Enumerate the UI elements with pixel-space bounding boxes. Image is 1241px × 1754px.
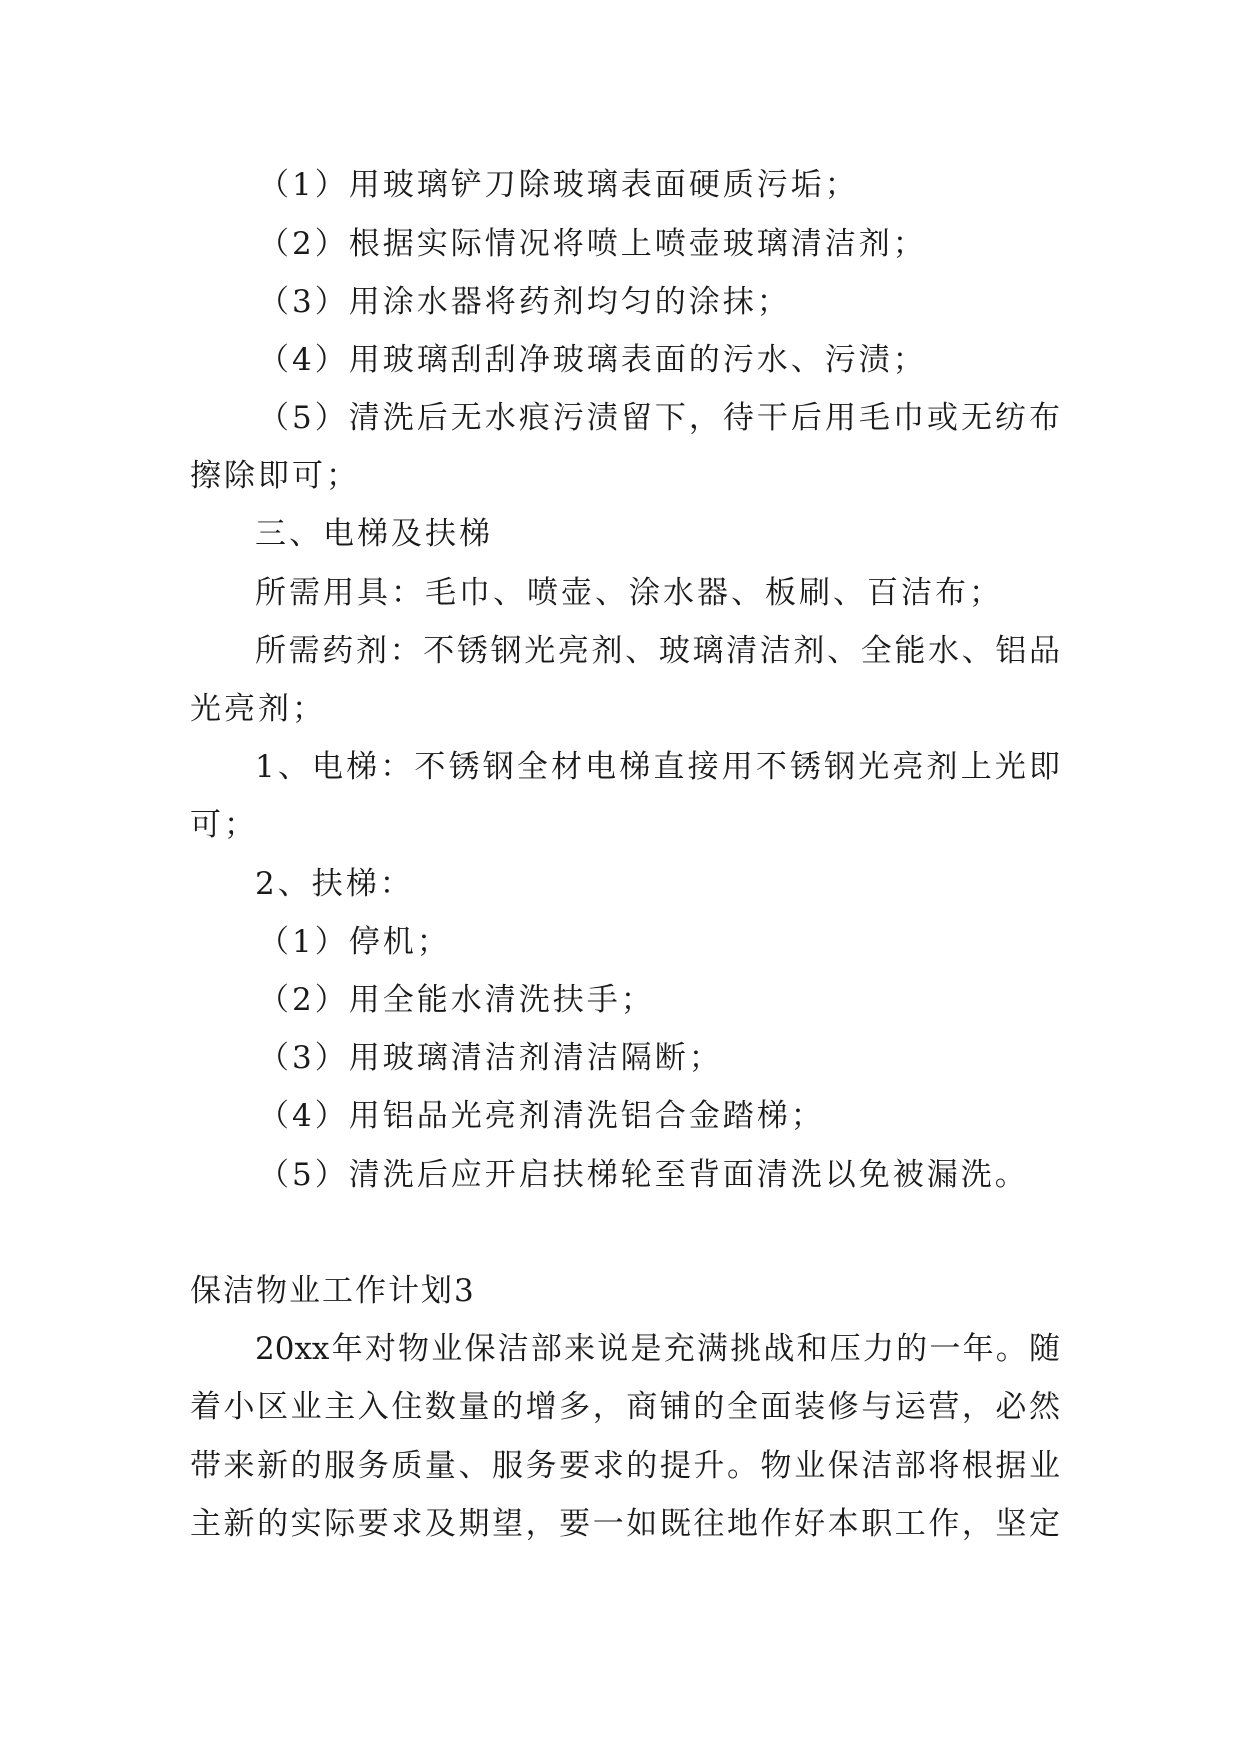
step-3: （3）用涂水器将药剂均匀的涂抹； bbox=[258, 284, 791, 320]
paragraph-line-2: 着小区业主入住数量的增多，商铺的全面装修与运营，必然 bbox=[190, 1389, 1060, 1425]
escalator-heading: 2、扶梯： bbox=[255, 866, 414, 902]
tools-line: 所需用具：毛巾、喷壶、涂水器、板刷、百洁布； bbox=[255, 575, 1003, 611]
step-5-continuation: 擦除即可； bbox=[190, 458, 360, 494]
paragraph-line-4: 主新的实际要求及期望，要一如既往地作好本职工作，坚定 bbox=[190, 1506, 1060, 1542]
chemicals-line: 所需药剂：不锈钢光亮剂、玻璃清洁剂、全能水、铝品 bbox=[255, 633, 1060, 669]
escalator-step-4: （4）用铝品光亮剂清洗铝合金踏梯； bbox=[258, 1098, 825, 1134]
step-2: （2）根据实际情况将喷上喷壶玻璃清洁剂； bbox=[258, 226, 927, 262]
step-4: （4）用玻璃刮刮净玻璃表面的污水、污渍； bbox=[258, 342, 927, 378]
step-1: （1）用玻璃铲刀除玻璃表面硬质污垢； bbox=[258, 167, 859, 203]
chemicals-continuation: 光亮剂； bbox=[190, 691, 326, 727]
paragraph-line-3: 带来新的服务质量、服务要求的提升。物业保洁部将根据业 bbox=[190, 1448, 1060, 1484]
section-heading: 三、电梯及扶梯 bbox=[255, 516, 493, 552]
step-5: （5）清洗后无水痕污渍留下，待干后用毛巾或无纺布 bbox=[258, 400, 1060, 436]
elevator-continuation: 可； bbox=[190, 807, 258, 843]
escalator-step-3: （3）用玻璃清洁剂清洁隔断； bbox=[258, 1040, 723, 1076]
plan-title: 保洁物业工作计划3 bbox=[190, 1273, 476, 1309]
paragraph-line-1: 20xx年对物业保洁部来说是充满挑战和压力的一年。随 bbox=[255, 1331, 1060, 1367]
escalator-step-5: （5）清洗后应开启扶梯轮至背面清洗以免被漏洗。 bbox=[258, 1157, 1029, 1193]
escalator-step-2: （2）用全能水清洗扶手； bbox=[258, 982, 655, 1018]
elevator-line: 1、电梯：不锈钢全材电梯直接用不锈钢光亮剂上光即 bbox=[255, 749, 1060, 785]
escalator-step-1: （1）停机； bbox=[258, 924, 451, 960]
